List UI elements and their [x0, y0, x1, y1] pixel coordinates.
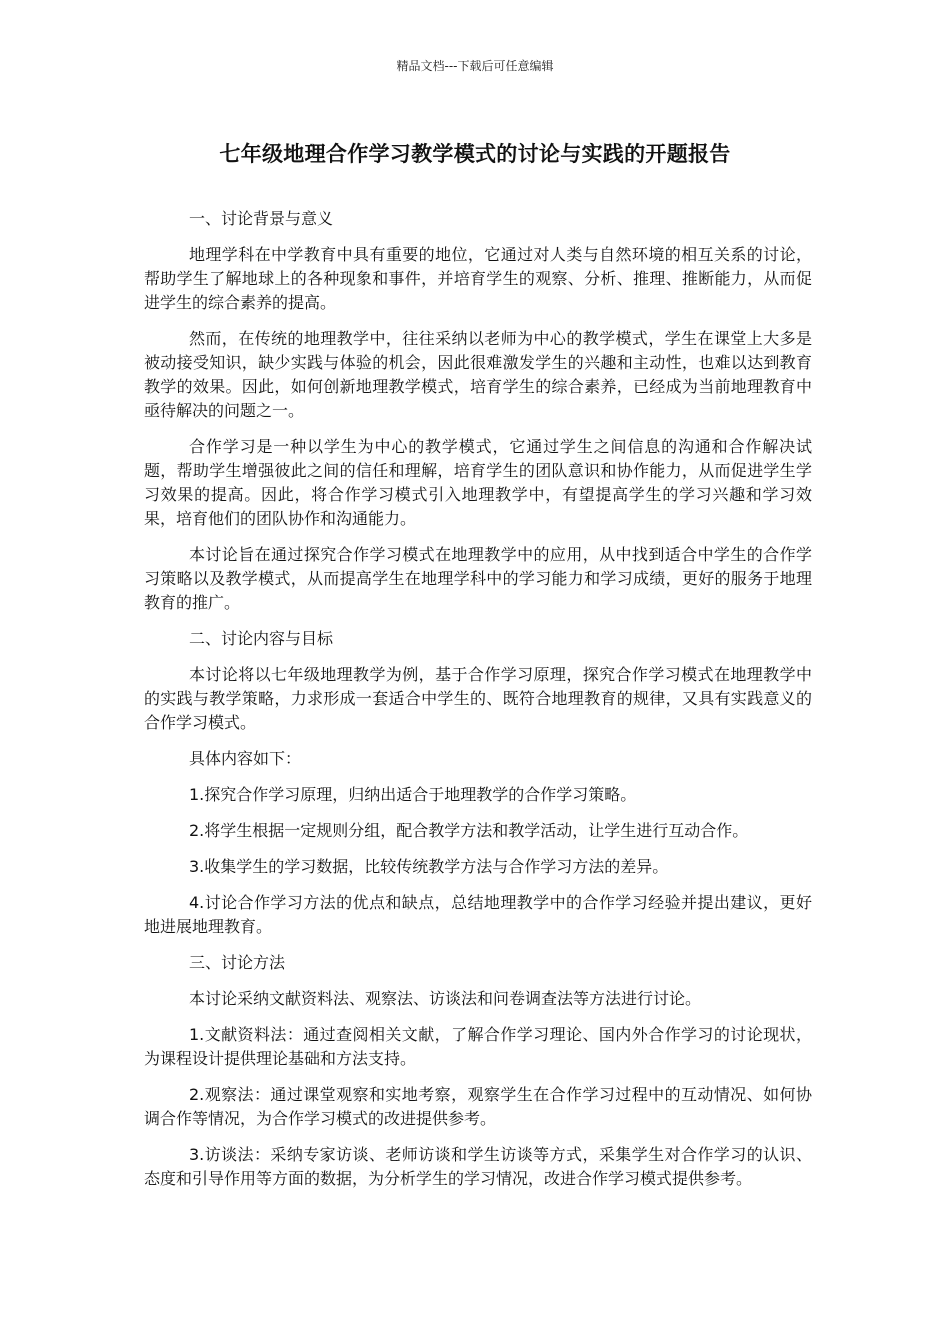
list-item: 3.收集学生的学习数据，比较传统教学方法与合作学习方法的差异。	[189, 857, 669, 876]
list-item: 2.将学生根据一定规则分组，配合教学方法和教学活动，让学生进行互动合作。	[189, 821, 749, 840]
document-title: 七年级地理合作学习教学模式的讨论与实践的开题报告	[219, 142, 731, 166]
list-item: 4.讨论合作学习方法的优点和缺点，总结地理教学中的合作学习经验并提出建议，更好地进展地理教育。	[144, 893, 812, 936]
section-heading-content: 二、讨论内容与目标	[189, 629, 334, 648]
paragraph: 具体内容如下：	[189, 749, 302, 768]
list-item: 1.探究合作学习原理，归纳出适合于地理教学的合作学习策略。	[189, 785, 637, 804]
paragraph: 本讨论采纳文献资料法、观察法、访谈法和问卷调查法等方法进行讨论。	[189, 989, 702, 1008]
list-item: 2.观察法：通过课堂观察和实地考察，观察学生在合作学习过程中的互动情况、如何协调合作等情况，为合作学习模式的改进提供参考。	[144, 1085, 812, 1128]
paragraph: 合作学习是一种以学生为中心的教学模式，它通过学生之间信息的沟通和合作解决试题，帮助学生增强彼此之间的信任和理解，培育学生的团队意识和协作能力，从而促进学生学习效果的提高。因此，将合作学习模式引入地理教学中，有望提高学生的学习兴趣和学习效果，培育他们的团队协作和沟通能力。	[144, 437, 812, 528]
paragraph: 本讨论将以七年级地理教学为例，基于合作学习原理，探究合作学习模式在地理教学中的实践与教学策略，力求形成一套适合中学生的、既符合地理教育的规律，又具有实践意义的合作学习模式。	[144, 665, 812, 732]
page-header: 精品文档---下载后可任意编辑	[396, 59, 554, 73]
list-item: 1.文献资料法：通过查阅相关文献，了解合作学习理论、国内外合作学习的讨论现状，为课程设计提供理论基础和方法支持。	[144, 1025, 812, 1068]
paragraph: 然而，在传统的地理教学中，往往采纳以老师为中心的教学模式，学生在课堂上大多是被动接受知识，缺少实践与体验的机会，因此很难激发学生的兴趣和主动性，也难以达到教育教学的效果。因此，如何创新地理教学模式，培育学生的综合素养，已经成为当前地理教育中亟待解决的问题之一。	[144, 329, 812, 420]
section-heading-background: 一、讨论背景与意义	[189, 209, 334, 228]
paragraph: 本讨论旨在通过探究合作学习模式在地理教学中的应用，从中找到适合中学生的合作学习策略以及教学模式，从而提高学生在地理学科中的学习能力和学习成绩，更好的服务于地理教育的推广。	[144, 545, 812, 612]
list-item: 3.访谈法：采纳专家访谈、老师访谈和学生访谈等方式，采集学生对合作学习的认识、态度和引导作用等方面的数据，为分析学生的学习情况，改进合作学习模式提供参考。	[144, 1145, 812, 1188]
section-heading-methods: 三、讨论方法	[189, 953, 286, 972]
paragraph: 地理学科在中学教育中具有重要的地位，它通过对人类与自然环境的相互关系的讨论，帮助学生了解地球上的各种现象和事件，并培育学生的观察、分析、推理、推断能力，从而促进学生的综合素养的提高。	[144, 245, 812, 312]
document-body	[144, 207, 812, 1203]
